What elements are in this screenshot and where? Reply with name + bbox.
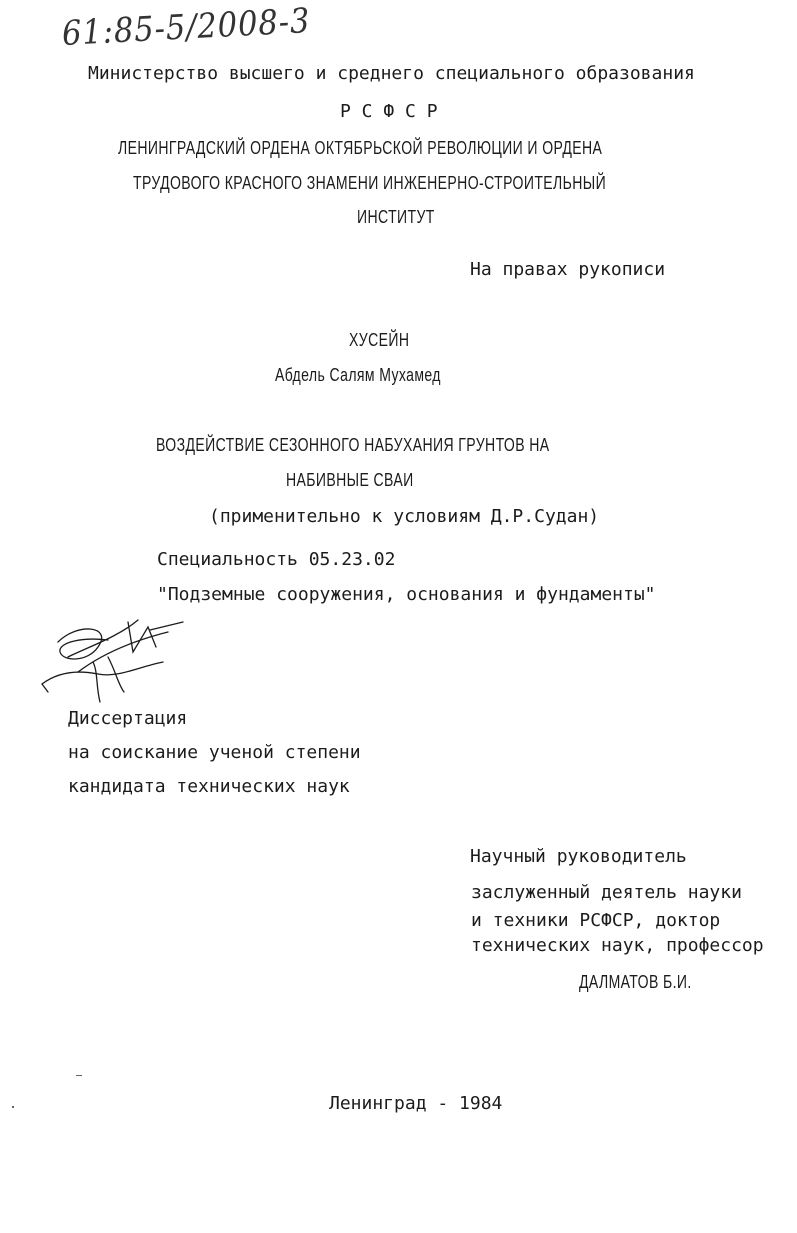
country-line: Р С Ф С Р xyxy=(340,101,438,122)
specialty-code: Специальность 05.23.02 xyxy=(157,549,396,570)
supervisor-line-3: технических наук, профессор xyxy=(471,935,764,956)
supervisor-name: ДАЛМАТОВ Б.И. xyxy=(579,972,692,992)
author-surname: ХУСЕЙН xyxy=(349,330,410,350)
scan-mark xyxy=(12,1106,14,1108)
dissertation-line-3: кандидата технических наук xyxy=(68,776,350,797)
archive-stamp: 61:85-5/2008-3 xyxy=(60,1,312,54)
scan-mark xyxy=(76,1075,82,1076)
supervisor-line-2: и техники РСФСР, доктор xyxy=(471,910,721,931)
institute-line-2: ТРУДОВОГО КРАСНОГО ЗНАМЕНИ ИНЖЕНЕРНО-СТРОИТЕЛЬНЫЙ xyxy=(133,173,607,193)
institute-line-3: ИНСТИТУТ xyxy=(357,207,435,227)
title-line-1: ВОЗДЕЙСТВИЕ СЕЗОННОГО НАБУХАНИЯ ГРУНТОВ НА xyxy=(156,435,550,455)
ministry-line: Министерство высшего и среднего специального образования xyxy=(88,63,695,84)
dissertation-line-1: Диссертация xyxy=(68,708,188,729)
manuscript-note: На правах рукописи xyxy=(470,259,666,280)
institute-line-1: ЛЕНИНГРАДСКИЙ ОРДЕНА ОКТЯБРЬСКОЙ РЕВОЛЮЦИИ И ОРДЕНА xyxy=(118,138,603,158)
specialty-name: "Подземные сооружения, основания и фундаменты" xyxy=(157,584,656,605)
footer-place-year: Ленинград - 1984 xyxy=(329,1093,503,1114)
dissertation-line-2: на соискание ученой степени xyxy=(68,742,361,763)
title-line-2: НАБИВНЫЕ СВАИ xyxy=(286,470,414,490)
supervisor-line-1: заслуженный деятель науки xyxy=(471,882,742,903)
signature-drawing xyxy=(38,612,188,712)
author-given-names: Абдель Салям Мухамед xyxy=(275,365,441,385)
supervisor-heading: Научный руководитель xyxy=(470,846,687,867)
title-line-3: (применительно к условиям Д.Р.Судан) xyxy=(209,506,600,527)
